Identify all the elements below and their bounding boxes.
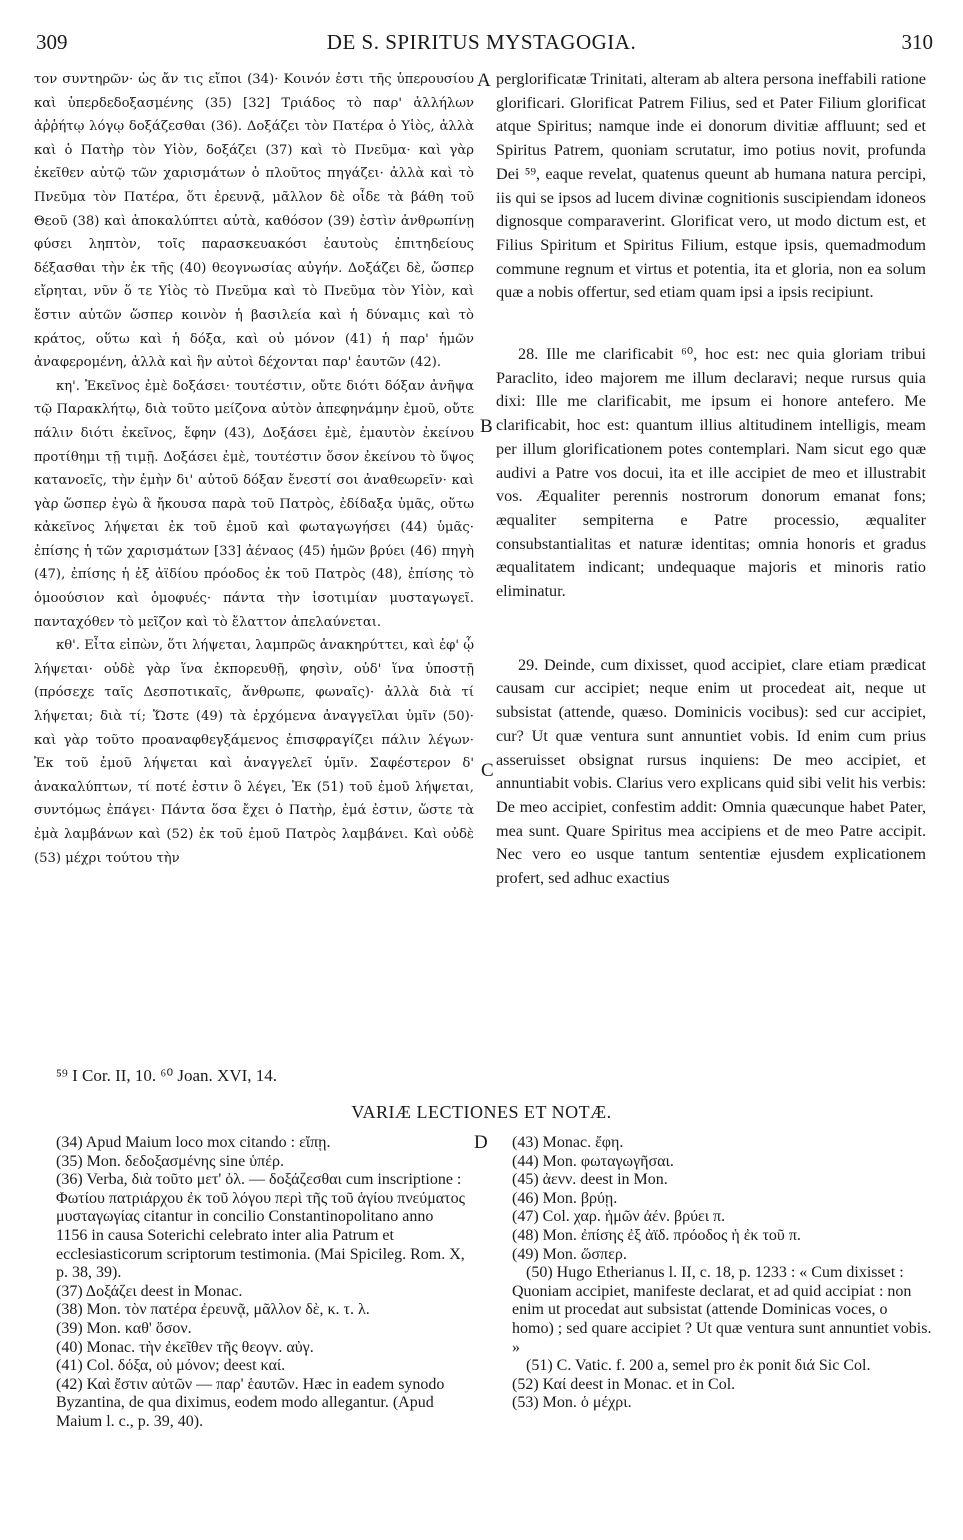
notes-right-column [512,1134,932,1413]
note-item: (45) ἀενν. deest in Mon. [512,1171,668,1189]
margin-letter-c: C [481,760,494,781]
notes-heading: VARIÆ LECTIONES ET NOTÆ. [351,1102,612,1122]
greek-paragraph-29: κθ'. Εἶτα εἰπὼν, ὅτι λήψεται, λαμπρῶς ἀνακηρύττει, καὶ ἐφ' ᾧ λήψεται· οὐδὲ γὰρ ἵνα ἐκπορευθῇ, φησὶν, οὐδ' ἵνα ὑποστῇ (πρόσεχε ταῖς Δεσποτικαῖς, ἄνθρωπε, φωναῖς)· ἀλλὰ διὰ τί λήψεται; διὰ τί; Ὥστε (49) τὰ ἐρχόμενα ἀναγγεῖλαι ὑμῖν (50)· καὶ γὰρ τοῦτο προαναφθεγξάμενος ἐπισφραγίζει πάλιν λέγων· Ἐκ τοῦ ἐμοῦ λήψεται καὶ ἀναγγελεῖ ὑμῖν. Σαφέστερον δ' ἀνακαλύπτων, τί ποτέ ἐστιν ὃ λέγει, Ἐκ (51) τοῦ ἐμοῦ λήψεται, συντόμως ἐπάγει· Πάντα ὅσα ἔχει ὁ Πατὴρ, ἐμά ἐστιν, ὥστε τὰ ἐμὰ λαμβάνων καὶ (52) ἐκ τοῦ ἐμοῦ Πατρὸς λαμβάνει. Καὶ οὐδὲ (53) μέχρι τούτου τὴν [34,638,474,866]
margin-letter-b: B [480,416,493,437]
page-number-left: 309 [36,30,68,54]
note-item: (41) Col. δόξα, οὐ μόνον; deest καί. [56,1357,286,1375]
latin-text-column [496,68,926,891]
margin-letter-a: A [477,70,491,91]
note-item: (37) Δοξάζει deest in Monac. [56,1282,243,1300]
scripture-footnotes: ⁵⁹ I Cor. II, 10. ⁶⁰ Joan. XVI, 14. [56,1066,278,1085]
note-item: (52) Καί deest in Monac. et in Col. [512,1375,736,1393]
margin-letter-d: D [474,1132,488,1153]
notes-left-column [56,1134,466,1432]
note-item: (53) Mon. ὁ μέχρι. [512,1394,632,1412]
note-item: (43) Monac. ἔφη. [512,1134,624,1151]
note-item: (49) Mon. ὥσπερ. [512,1245,627,1263]
note-item: (42) Καὶ ἔστιν αὐτῶν — παρ' ἑαυτῶν. Hæc in eadem synodo Byzantina, de qua diximus, eodem modo allegantur. (Apud Maium l. c., p. 39, 40). [56,1375,445,1430]
note-item: (50) Hugo Etherianus l. II, c. 18, p. 1233 : « Cum dixisset : Quoniam accipiet, manifeste declarat, et ad quid accipiat : non enim ut procedat aut subsistat (attende Dominicas voces, o homo) ; sed quare accipiet ? Ut quæ ventura sunt annuntiet vobis. » [512,1264,932,1356]
note-item: (46) Mon. βρύῃ. [512,1189,618,1207]
note-item: (38) Mon. τὸν πατέρα ἐρευνᾷ, μᾶλλον δὲ, κ. τ. λ. [56,1301,370,1319]
note-item: (48) Mon. ἐπίσης ἐξ ἀϊδ. πρόοδος ἡ ἐκ τοῦ π. [512,1226,801,1244]
greek-text-column [34,68,474,870]
note-item: (39) Mon. καθ' ὅσον. [56,1319,192,1337]
note-item: (44) Mon. φωταγωγῆσαι. [512,1152,674,1170]
note-item: (35) Mon. δεδοξασμένης sine ὑπέρ. [56,1152,284,1170]
page-number-right: 310 [901,30,933,54]
latin-paragraph-28: 28. Ille me clarificabit ⁶⁰, hoc est: nec quia gloriam tribui Paraclito, ideo majorem me illum declaravi; neque rursus quia dixi: Ille me clarificabit, me ipsum ei honore antefero. Me clarificabit, hoc est: quantum illius altitudinem intelligis, meam per illum glorificationem potes contemplari. Nam sicut ego quæ audivi a Patre vos docui, ita et ille accipiet de meo et illustrabit vos. Æqualiter perennis nostrorum donorum emanat fons; æqualiter sempiterna e Patre processio, æqualiter consubstantialitas et naturæ identitas; omnia honoris et gradus æqualitatem indicant; undequaque majoris et minoris ratio eliminatur. [496,345,926,601]
running-header [30,30,933,60]
greek-paragraph-1: τον συντηρῶν· ὡς ἄν τις εἴποι (34)· Κοινόν ἐστι τῆς ὑπερουσίου καὶ ὑπερδεδοξασμένης (35) [32] Τριάδος τὸ παρ' ἀλλήλων ἀῤῥήτῳ λόγῳ δοξάζεσθαι (36). Δοξάζει τὸν Πατέρα ὁ Υἱὸς, ἀλλὰ καὶ ὁ Πατὴρ τὸν Υἱὸν, δοξάζει (37) καὶ τὸ Πνεῦμα· καὶ γὰρ ἐκεῖθεν αὐτῷ τῶν χαρισμάτων ὁ πλοῦτος πηγάζει· ἀλλὰ καὶ τὸ Πνεῦμα τὸν Πατέρα, ὅτι ἐρευνᾷ, μᾶλλον δὲ οἶδε τὰ βάθη τοῦ Θεοῦ (38) καὶ ἀποκαλύπτει αὐτὰ, καθόσον (39) ἐστὶν ἀνθρωπίνῃ φύσει ληπτὸν, τοῖς παρασκευακόσι ἑαυτοὺς ἐπιτηδείους δέξασθαι τὴν ἐκ τῆς (40) θεογνωσίας αὐγήν. Δοξάζει δὲ, ὥσπερ εἴρηται, νῦν ὅ τε Υἱὸς τὸ Πνεῦμα καὶ τὸ Πνεῦμα τὸν Υἱὸν, καὶ ἔστιν αὐτῶν ὥσπερ κοινὸν ἡ βασιλεία καὶ ἡ δύναμις καὶ τὸ κράτος, οὕτω καὶ ἡ δόξα, καὶ οὐ μόνον (41) ἡ παρ' ἡμῶν ἀναφερομένη, ἀλλὰ καὶ ἣν αὐτοὶ δέχονται παρ' ἑαυτῶν (42). [34,72,474,371]
note-item: (40) Monac. τὴν ἐκεῖθεν τῆς θεογν. αὐγ. [56,1338,314,1356]
greek-paragraph-28: κη'. Ἐκεῖνος ἐμὲ δοξάσει· τουτέστιν, οὔτε διότι δόξαν ἀνῆψα τῷ Παρακλήτῳ, διὰ τοῦτο μείζονα αὐτὸν ἀπεφηνάμην ἐμοῦ, οὔτε πάλιν διότι ἐκεῖνος, ἔφην (43), Δοξάσει ἐμὲ, ἐμαυτὸν ἐκείνου προτίθημι τῇ τιμῇ. Δοξάσει ἐμὲ, τουτέστιν ὅσον ἐκείνου τὸ ὕψος κατανοεῖς, τὴν ἐμὴν δι' αὐτοῦ δόξαν ἔνεστί σοι ἀναθεωρεῖν· καὶ γὰρ ὥσπερ ἐγὼ ἃ ἤκουσα παρὰ τοῦ Πατρὸς, ἐδίδαξα ὑμᾶς, οὕτω κἀκεῖνος λήψεται ἐκ τοῦ ἐμοῦ καὶ φωταγωγήσει (44) ὑμᾶς· ἐπίσης ἡ τῶν χαρισμάτων [33] ἀέναος (45) ἡμῶν βρύει (46) πηγὴ (47), ἐπίσης ἡ ἐξ ἀϊδίου πρόοδος ἐκ τοῦ Πατρὸς (48), ἐπίσης τὸ ὁμοούσιον καὶ ὁμοφυές· πάντα τὴν ἰσοτιμίαν μυσταγωγεῖ. πανταχόθεν τὸ μεῖζον καὶ τὸ ἔλαττον ἀπελαύνεται. [34,378,474,630]
note-item: (47) Col. χαρ. ἡμῶν ἀέν. βρύει π. [512,1208,726,1226]
note-item: (34) Apud Maium loco mox citando : εἴπῃ. [56,1134,331,1151]
running-title: DE S. SPIRITUS MYSTAGOGIA. [326,30,637,54]
latin-paragraph-1: perglorificatæ Trinitati, alteram ab altera persona ineffabili ratione glorificari. Glorificat Patrem Filius, sed et Pater Filium glorificat atque Spiritus; namque inde ei donorum divitiæ affluunt; sed et Spiritus Patrem, quoniam scrutatur, imo potius novit, profunda Dei ⁵⁹, eaque revelat, quatenus queunt ab humana natura percipi, iis qui se ipsos ad lucem divinæ cognitionis suscipiendam idoneos dignosque comparaverint. Glorificat vero, ut modo dictum est, et Filius Spiritum et Spiritus Filium, estque ipsis, quemadmodum commune regnum et virtus et potentia, ita et gloria, non ea solum quæ a nobis offertur, sed etiam quam ipsi a ipsis recipiunt. [496,70,926,302]
latin-paragraph-29: 29. Deinde, cum dixisset, quod accipiet, clare etiam prædicat causam cur accipiet; neque enim ut procedeat ait, neque ut subsistat (attende, quæso. Dominicis vocibus): sed cur accipiet, cur? Ut quæ ventura sunt annuntiet vobis. Id enim cum prius asseruisset obsignat rursus inquiens: De meo accipiet, et annuntiabit vobis. Clarius vero explicans quid sibi velit his verbis: De meo accipiet, confestim addit: Omnia quæcunque habet Pater, mea sunt. Quare Spiritus mea accipiens et de meo Patre accipit. Nec vero eo usque tantum sententiæ ejusdem explicationem profert, sed adhuc exactius [496,655,926,888]
note-item: (51) C. Vatic. f. 200 a, semel pro ἐκ ponit διά Sic Col. [526,1357,871,1375]
note-item: (36) Verba, διὰ τοῦτο μετ' ὀλ. — δοξάζεσθαι cum inscriptione : Φωτίου πατριάρχου ἐκ τοῦ λόγου περὶ τῆς τοῦ ἁγίου πνεύματος μυσταγωγίας citantur in concilio Constantinopolitano anno 1156 in causa Soterichi celebrato inter alia Patrum et ecclesiasticorum scriptorum testimonia. (Mai Spicileg. Rom. X, p. 38, 39). [56,1171,465,1282]
